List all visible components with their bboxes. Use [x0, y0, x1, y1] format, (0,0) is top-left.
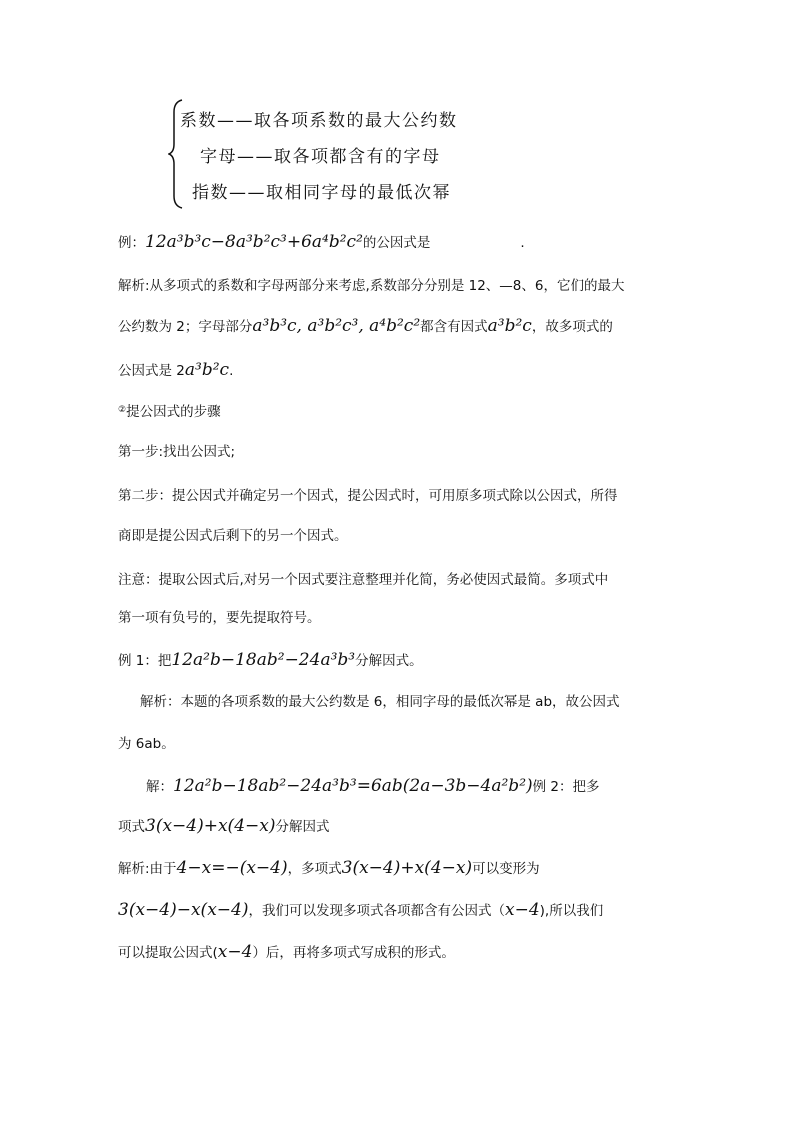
example-2-analysis-math-2: 3(x−4)+x(4−x) — [341, 858, 473, 878]
rule-letters: 字母——取各项都含有的字母 — [200, 147, 441, 167]
analysis-0-text-b: 都含有因式 — [420, 319, 488, 335]
example-1-suffix: 分解因式。 — [355, 653, 423, 669]
example-2-text-a: 项式 — [118, 819, 145, 835]
example-2-analysis-1 — [118, 858, 540, 879]
example-0-suffix: 的公因式是 — [362, 235, 431, 251]
example-2-analysis-text-e: ),所以我们 — [539, 903, 604, 919]
note-line-1: 注意：提取公因式后,对另一个因式要注意整理并化简，务必使因式最简。多项式中 — [118, 572, 609, 588]
example-1-analysis-2: 为 6ab。 — [118, 736, 175, 752]
analysis-0-text-e: . — [229, 363, 234, 379]
section-2-marker: ② — [118, 405, 127, 415]
example-2-math: 3(x−4)+x(4−x) — [145, 816, 276, 836]
example-1-solution — [146, 776, 600, 797]
example-0-end: . — [520, 235, 525, 251]
section-2-title: 提公因式的步骤 — [126, 404, 221, 420]
analysis-0-math-factor: a³b²c — [487, 316, 532, 336]
example-2-question — [118, 816, 329, 837]
example-2-label: 例 2：把多 — [532, 779, 600, 795]
example-2-analysis-label: 解析:由于 — [118, 861, 177, 877]
analysis-0-math-result: a³b²c — [184, 360, 230, 380]
analysis-0-line-1: 解析:从多项式的系数和字母两部分来考虑,系数部分分别是 12、—8、6，它们的最大 — [118, 278, 625, 294]
example-0-math: 12a³b³c−8a³b²c³+6a⁴b²c² — [145, 232, 363, 252]
example-2-analysis-text-g: ）后，再将多项式写成积的形式。 — [252, 945, 455, 961]
example-2-analysis-2 — [118, 900, 603, 921]
example-1-solution-label: 解： — [146, 779, 173, 795]
example-1-solution-math: 12a²b−18ab²−24a³b³=6ab(2a−3b−4a²b²) — [173, 776, 533, 796]
example-1-math: 12a²b−18ab²−24a³b³ — [171, 650, 356, 670]
analysis-0-text-d: 公因式是 2 — [118, 363, 185, 379]
example-2-analysis-text-f: 可以提取公因式( — [118, 945, 218, 961]
analysis-0-math-terms: a³b³c, a³b²c³, a⁴b²c² — [252, 316, 421, 336]
example-2-analysis-math-4: x−4 — [504, 900, 540, 920]
example-2-text-b: 分解因式 — [275, 819, 330, 835]
step-2-line-2: 商即是提公因式后剩下的另一个因式。 — [118, 528, 348, 544]
step-1: 第一步:找出公因式; — [118, 444, 236, 460]
example-1 — [118, 650, 423, 671]
step-2-line-1: 第二步：提公因式并确定另一个因式，提公因式时，可用原多项式除以公因式，所得 — [118, 488, 618, 504]
example-2-analysis-math-3: 3(x−4)−x(x−4) — [118, 900, 249, 920]
example-1-label: 例 1：把 — [118, 653, 172, 669]
example-1-analysis-1: 解析：本题的各项系数的最大公约数是 6，相同字母的最低次幂是 ab，故公因式 — [140, 694, 620, 710]
example-2-analysis-text-b: ，多项式 — [287, 861, 342, 877]
rule-exponent: 指数——取相同字母的最低次幂 — [192, 183, 451, 203]
example-2-analysis-math-5: x−4 — [217, 942, 253, 962]
example-2-analysis-text-d: ，我们可以发现多项式各项都含有公因式（ — [248, 903, 505, 919]
example-0-label: 例： — [118, 235, 145, 251]
example-2-analysis-text-c: 可以变形为 — [472, 861, 540, 877]
example-2-analysis-3 — [118, 942, 455, 963]
analysis-0-line-3 — [118, 360, 233, 381]
note-line-2: 第一项有负号的，要先提取符号。 — [118, 610, 321, 626]
rule-coefficient: 系数——取各项系数的最大公约数 — [180, 111, 458, 131]
section-2-heading — [118, 400, 221, 422]
analysis-0-text-c: ，故多项式的 — [531, 319, 613, 335]
analysis-0-line-2 — [118, 316, 613, 337]
analysis-0-text-a: 公约数为 2；字母部分 — [118, 319, 253, 335]
example-2-analysis-math-1: 4−x=−(x−4) — [176, 858, 288, 878]
example-0 — [118, 232, 525, 253]
